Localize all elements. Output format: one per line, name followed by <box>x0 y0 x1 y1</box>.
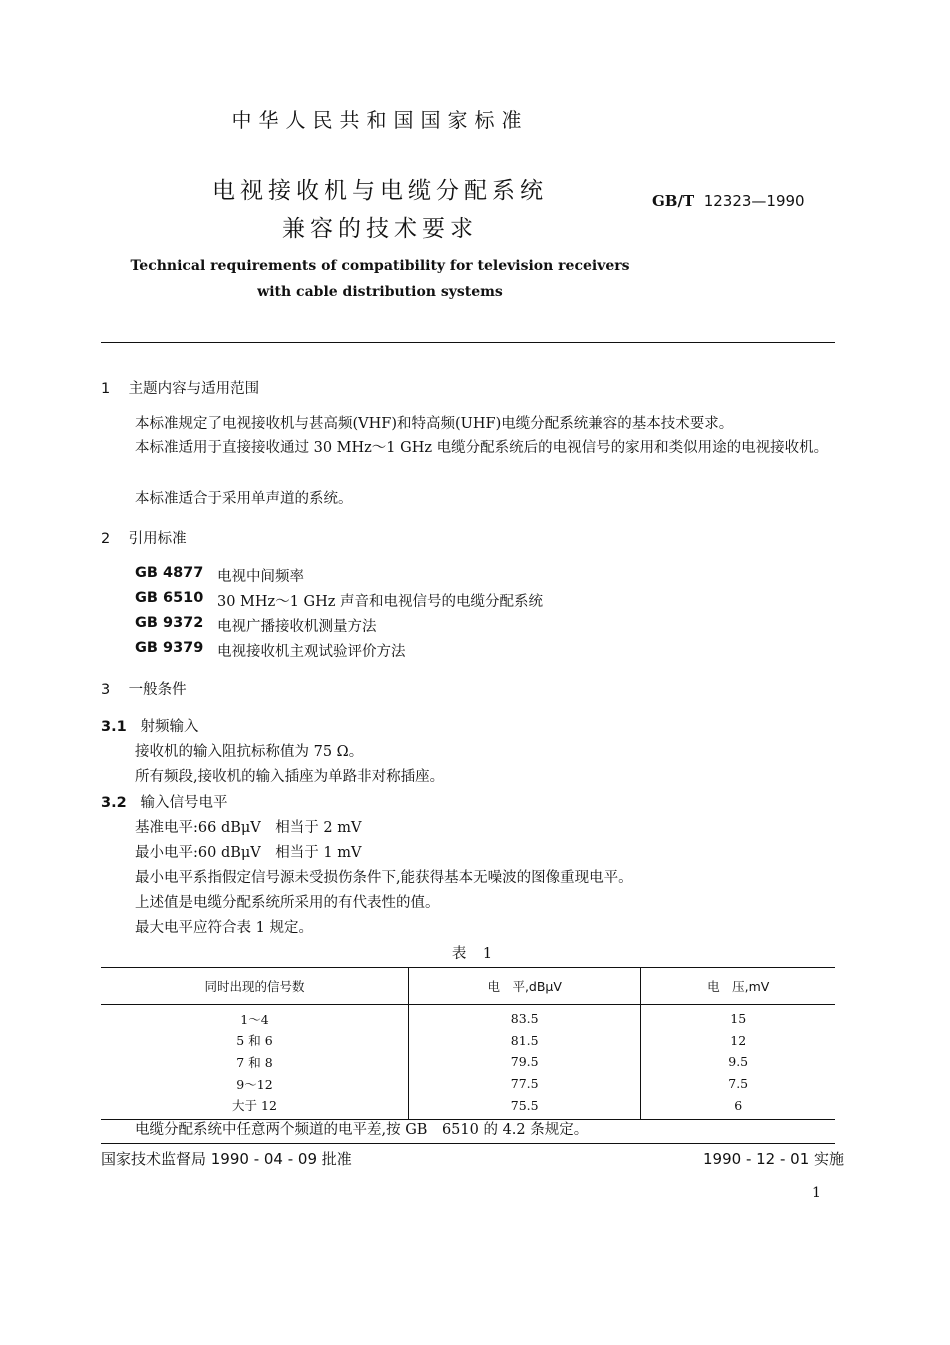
section-1-title: 主题内容与适用范围 <box>128 381 260 397</box>
table-row <box>101 1094 835 1119</box>
reference-name: 30 MHz～1 GHz 声音和电视信号的电缆分配系统 <box>217 594 544 610</box>
reference-code: GB 9379 <box>135 640 204 656</box>
section-3-title: 一般条件 <box>128 682 187 698</box>
table-header-cell: 电 平,dBμV <box>408 968 640 1005</box>
page-number: 1 <box>812 1185 821 1201</box>
table-row <box>101 1051 835 1073</box>
minimum-level-definition: 最小电平系指假定信号源未受损伤条件下,能获得基本无噪波的图像重现电平。 <box>135 870 633 886</box>
minimum-level-line: 最小电平:60 dBμV 相当于 1 mV <box>135 845 362 861</box>
table-row <box>101 1073 835 1095</box>
header-divider <box>101 342 835 343</box>
reference-code: GB 6510 <box>135 590 204 606</box>
footer-divider <box>101 1143 835 1144</box>
section-1-paragraph-3: 本标准适合于采用单声道的系统。 <box>135 491 353 507</box>
document-title-line-2: 兼容的技术要求 <box>282 216 478 242</box>
subsection-3-2-number: 3.2 <box>101 795 127 811</box>
standard-code-number: 12323—1990 <box>703 192 805 210</box>
reference-code: GB 4877 <box>135 565 204 581</box>
maximum-level-note: 最大电平应符合表 1 规定。 <box>135 920 313 936</box>
subsection-3-1-line-1: 接收机的输入阻抗标称值为 75 Ω。 <box>135 744 364 760</box>
table-cell: 7 和 8 <box>236 1054 273 1070</box>
english-title-line-2: with cable distribution systems <box>257 284 503 300</box>
table-cell: 1～4 <box>240 1011 269 1027</box>
approval-date: 国家技术监督局 1990 - 04 - 09 批准 <box>101 1150 352 1168</box>
table-header-cell: 电 压,mV <box>641 968 835 1005</box>
national-standard-heading: 中华人民共和国国家标准 <box>231 108 529 132</box>
english-title-line-1: Technical requirements of compatibility for television receivers <box>130 258 630 274</box>
reference-name: 电视广播接收机测量方法 <box>217 619 377 635</box>
subsection-3-1-number: 3.1 <box>101 719 127 735</box>
table-cell: 77.5 <box>408 1073 640 1095</box>
reference-name: 电视接收机主观试验评价方法 <box>217 644 406 660</box>
representative-values-note: 上述值是电缆分配系统所采用的有代表性的值。 <box>135 895 440 911</box>
section-2-title: 引用标准 <box>128 531 187 547</box>
table-row <box>101 1030 835 1052</box>
effective-date: 1990 - 12 - 01 实施 <box>703 1150 845 1168</box>
section-1-paragraph-1: 本标准规定了电视接收机与甚高频(VHF)和特高频(UHF)电缆分配系统兼容的基本技术要求。 <box>135 416 734 432</box>
reference-level-line: 基准电平:66 dBμV 相当于 2 mV <box>135 820 362 836</box>
table-caption: 表 1 <box>451 946 499 962</box>
section-1-paragraph-2: 本标准适用于直接接收通过 30 MHz～1 GHz 电缆分配系统后的电视信号的家用和类似用途的电视接收机。 <box>135 440 829 456</box>
table-cell: 15 <box>641 1005 835 1030</box>
subsection-3-1-line-2: 所有频段,接收机的输入插座为单路非对称插座。 <box>135 769 445 785</box>
table-note: 电缆分配系统中任意两个频道的电平差,按 GB 6510 的 4.2 条规定。 <box>135 1122 589 1138</box>
table-header-cell: 同时出现的信号数 <box>101 968 408 1005</box>
table-cell: 大于 12 <box>232 1098 277 1114</box>
table-cell: 75.5 <box>408 1094 640 1119</box>
table-cell: 6 <box>641 1094 835 1119</box>
subsection-3-1-title: 射频输入 <box>140 719 199 735</box>
standard-code-prefix: GB/T <box>652 192 695 210</box>
section-3-heading <box>101 678 187 699</box>
table-cell: 9～12 <box>236 1076 273 1092</box>
subsection-3-2-title: 输入信号电平 <box>140 795 228 811</box>
section-2-number: 2 <box>101 531 111 547</box>
table-cell: 9.5 <box>641 1051 835 1073</box>
subsection-3-2-heading <box>101 791 228 812</box>
table-cell: 81.5 <box>408 1030 640 1052</box>
reference-name: 电视中间频率 <box>217 569 304 585</box>
reference-code: GB 9372 <box>135 615 204 631</box>
document-title-line-1: 电视接收机与电缆分配系统 <box>212 178 548 204</box>
subsection-3-1-heading <box>101 715 199 736</box>
section-1-number: 1 <box>101 381 111 397</box>
table-row <box>101 1005 835 1030</box>
signal-level-table <box>101 967 835 1120</box>
table-cell: 83.5 <box>408 1005 640 1030</box>
table-cell: 12 <box>641 1030 835 1052</box>
table-cell: 5 和 6 <box>236 1033 273 1049</box>
standard-code <box>652 192 805 210</box>
table-cell: 7.5 <box>641 1073 835 1095</box>
section-3-number: 3 <box>101 682 111 698</box>
table-cell: 79.5 <box>408 1051 640 1073</box>
section-1-heading <box>101 377 259 398</box>
section-2-heading <box>101 527 187 548</box>
